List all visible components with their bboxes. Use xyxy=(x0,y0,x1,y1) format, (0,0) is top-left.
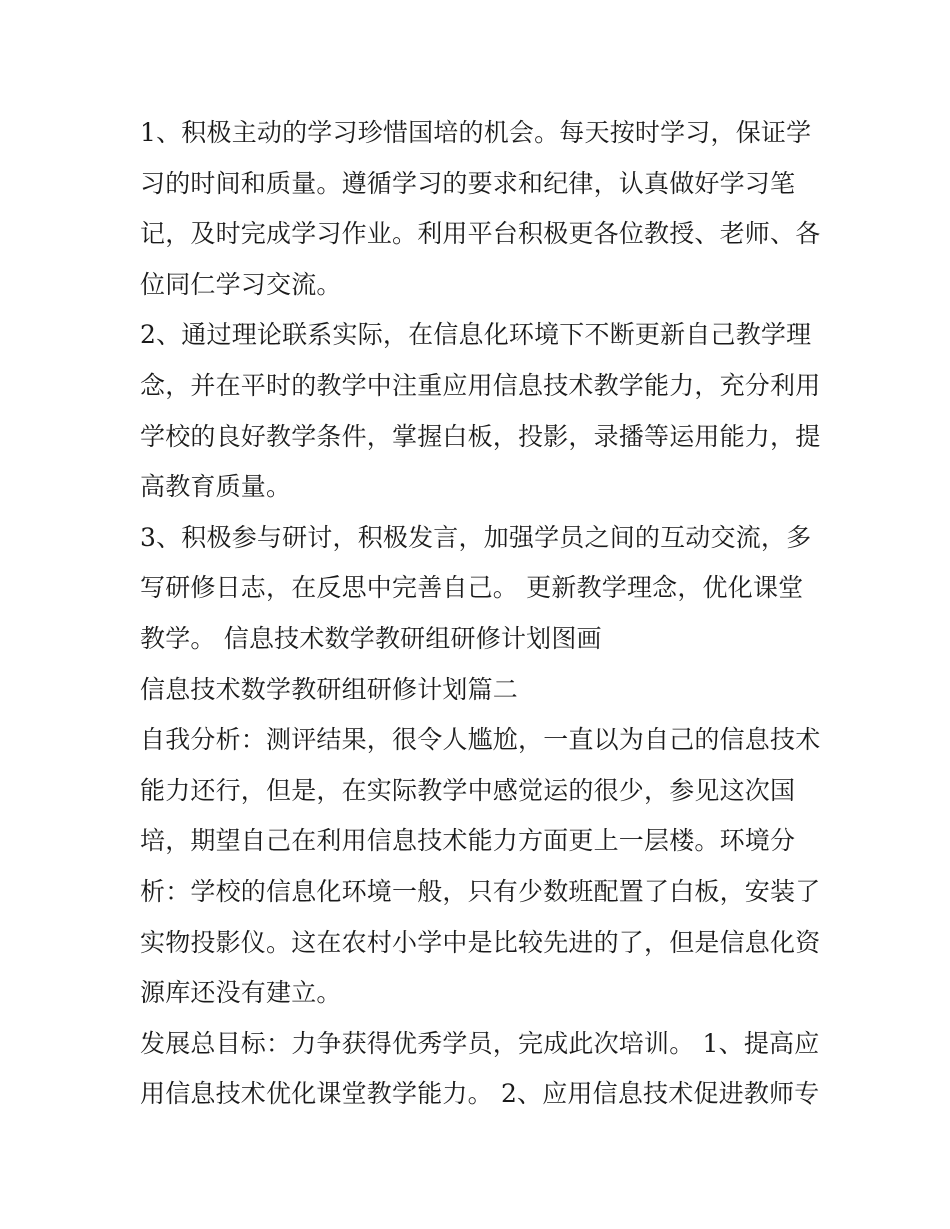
text-line: 培，期望自己在利用信息技术能力方面更上一层楼。环境分 xyxy=(140,826,796,856)
text-line: 2、通过理论联系实际，在信息化环境下不断更新自己教学理 xyxy=(140,320,812,350)
text-line: 用信息技术优化课堂教学能力。 2、应用信息技术促进教师专 xyxy=(140,1079,820,1109)
text-line: 学校的良好教学条件，掌握白板，投影，录播等运用能力，提 xyxy=(140,421,820,451)
text-line: 1、积极主动的学习珍惜国培的机会。每天按时学习，保证学 xyxy=(140,118,812,147)
text-line: 析：学校的信息化环境一般，只有少数班配置了白板，安装了 xyxy=(140,876,820,906)
text-line: 高教育质量。 xyxy=(140,472,292,502)
text-line: 教学。 信息技术数学教研组研修计划图画 xyxy=(140,623,602,653)
text-line: 能力还行，但是，在实际教学中感觉运的很少，参见这次国 xyxy=(140,775,796,805)
text-line: 3、积极参与研讨，积极发言，加强学员之间的互动交流，多 xyxy=(140,522,812,552)
document-body xyxy=(140,108,820,1120)
text-line: 源库还没有建立。 xyxy=(140,978,342,1008)
text-line: 记，及时完成学习作业。利用平台积极更各位教授、老师、各 xyxy=(140,219,820,249)
text-line: 念，并在平时的教学中注重应用信息技术教学能力，充分利用 xyxy=(140,370,820,400)
text-line: 自我分析：测评结果，很令人尴尬，一直以为自己的信息技术 xyxy=(140,725,820,755)
text-line: 位同仁学习交流。 xyxy=(140,269,342,299)
text-line: 写研修日志，在反思中完善自己。 更新教学理念，优化课堂 xyxy=(140,573,804,603)
text-line: 发展总目标：力争获得优秀学员，完成此次培训。 1、提高应 xyxy=(140,1028,820,1058)
text-line: 习的时间和质量。遵循学习的要求和纪律，认真做好学习笔 xyxy=(140,168,796,198)
section-heading: 信息技术数学教研组研修计划篇二 xyxy=(140,674,519,704)
text-line: 实物投影仪。这在农村小学中是比较先进的了，但是信息化资 xyxy=(140,927,820,957)
